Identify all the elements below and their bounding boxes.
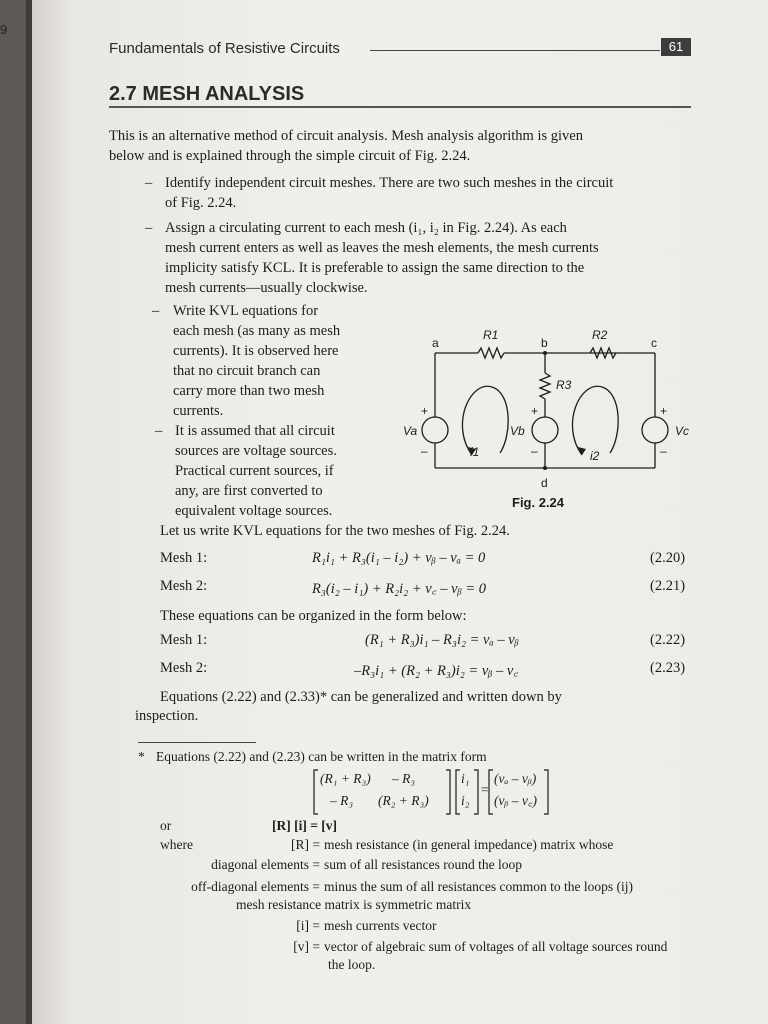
matrix-r-element: – R₃ (392, 771, 416, 786)
equation-label: Mesh 2: (160, 578, 208, 594)
organize-text: These equations can be organized in the form below: (160, 608, 467, 624)
plus-sign: + (660, 404, 668, 418)
section-title: 2.7 MESH ANALYSIS (109, 83, 305, 105)
bullet-line: of Fig. 2.24. (165, 195, 237, 211)
definition-term: diagonal elements = (211, 857, 320, 872)
label-i2: i2 (590, 449, 600, 463)
equation-number: (2.20) (650, 550, 686, 566)
bullet-line: Assign a circulating current to each mesh (i₁, i₂ in Fig. 2.24). As each (165, 220, 567, 236)
node-dot (543, 351, 547, 355)
bullet-dash: – (155, 423, 163, 439)
circuit-diagram (390, 325, 710, 520)
vector-v-element: (vₐ – vᵦ) (494, 771, 537, 786)
minus-sign: – (531, 444, 538, 458)
bullet-line: that no circuit branch can (173, 363, 321, 379)
voltage-source-va (422, 417, 448, 443)
vector-v-element: (vᵦ – v꜀) (494, 793, 537, 808)
where-label: where (160, 837, 193, 852)
equation-label: Mesh 1: (160, 632, 208, 648)
kvl-intro: Let us write KVL equations for the two meshes of Fig. 2.24. (160, 523, 510, 539)
definition-term: [R] = (291, 837, 320, 852)
node-label-d: d (541, 476, 548, 490)
equation-number: (2.23) (650, 660, 686, 676)
bullet-dash: – (145, 220, 153, 236)
generalize-line: Equations (2.22) and (2.33)* can be generalized and written down by (160, 689, 562, 705)
footnote-star: * (138, 749, 145, 764)
bullet-line: mesh currents—usually clockwise. (165, 280, 368, 296)
bullet-line: any, are first converted to (175, 483, 323, 499)
page-number: 61 (661, 38, 691, 56)
matrix-r-element: – R₃ (330, 793, 354, 808)
node-label-c: c (651, 336, 657, 350)
label-i1: i1 (470, 445, 480, 459)
bullet-line: each mesh (as many as mesh (173, 323, 341, 339)
bullet-line: carry more than two mesh (173, 383, 325, 399)
equation-number: (2.22) (650, 632, 686, 648)
bullet-line: implicity satisfy KCL. It is preferable to assign the same direction to the (165, 260, 585, 276)
vector-i-element: i₁ (461, 771, 470, 786)
equation: R₁i₁ + R₃(i₁ – i₂) + vᵦ – vₐ = 0 (312, 550, 486, 566)
bullet-line: sources are voltage sources. (175, 443, 337, 459)
bullet-line: mesh current enters as well as leaves the mesh elements, the mesh currents (165, 240, 599, 256)
definition-desc: vector of algebraic sum of voltages of all voltage sources round (324, 939, 668, 954)
equation-number: (2.21) (650, 578, 686, 594)
equation-label: Mesh 1: (160, 550, 208, 566)
minus-sign: – (421, 444, 428, 458)
intro-line: This is an alternative method of circuit analysis. Mesh analysis algorithm is given (109, 128, 583, 144)
bullet-line: Identify independent circuit meshes. There are two such meshes in the circuit (165, 175, 614, 191)
plus-sign: + (421, 404, 429, 418)
bullet-line: equivalent voltage sources. (175, 503, 333, 519)
voltage-source-vc (642, 417, 668, 443)
definition-term: [i] = (296, 918, 320, 933)
plus-sign: + (531, 404, 539, 418)
bullet-item (165, 218, 599, 298)
matrix-r-element: (R₁ + R₃) (320, 771, 371, 786)
label-r3: R3 (556, 378, 572, 392)
definition-desc: mesh currents vector (324, 918, 437, 933)
corner-number: 9 (0, 22, 8, 37)
resistor-r3 (540, 373, 550, 399)
bullet-item (165, 173, 613, 213)
equation-label: Mesh 2: (160, 660, 208, 676)
voltage-source-vb (532, 417, 558, 443)
bullet-line: currents. (173, 403, 224, 419)
equation: R₃(i₂ – i₁) + R₂i₂ + v꜀ – vᵦ = 0 (312, 581, 487, 597)
generalize-line: inspection. (135, 708, 199, 724)
bullet-line: Practical current sources, if (175, 463, 334, 479)
label-vc: Vc (675, 424, 690, 438)
running-title: Fundamentals of Resistive Circuits (109, 40, 340, 57)
bullet-item (175, 421, 337, 521)
equation: –R₃i₁ + (R₂ + R₃)i₂ = vᵦ – v꜀ (354, 663, 519, 679)
bullet-item (173, 301, 340, 421)
definition-desc: the loop. (328, 957, 376, 972)
node-dot (543, 466, 547, 470)
matrix-r-element: (R₂ + R₃) (378, 793, 429, 808)
definition-desc: mesh resistance matrix is symmetric matrix (236, 897, 472, 912)
footnote-intro: Equations (2.22) and (2.23) can be written in the matrix form (156, 749, 487, 764)
label-r2: R2 (592, 328, 608, 342)
intro-line: below and is explained through the simple circuit of Fig. 2.24. (109, 148, 471, 164)
bullet-dash: – (145, 175, 153, 191)
definition-desc: mesh resistance (in general impedance) matrix whose (324, 837, 614, 852)
vector-i-element: i₂ (461, 793, 470, 808)
section-rule (109, 106, 691, 108)
definition-term: [v] = (293, 939, 320, 954)
node-label-b: b (541, 336, 548, 350)
definition-desc: sum of all resistances round the loop (324, 857, 522, 872)
node-label-a: a (432, 336, 439, 350)
matrix-short-form: [R] [i] = [v] (272, 818, 338, 833)
bullet-dash: – (152, 303, 160, 319)
intro-paragraph (109, 126, 583, 166)
definition-desc: minus the sum of all resistances common to the loops (ij) (324, 879, 633, 894)
label-va: Va (403, 424, 418, 438)
book-spine (26, 0, 32, 1024)
or-label: or (160, 818, 172, 833)
resistor-r1 (478, 348, 504, 358)
figure-caption: Fig. 2.24 (512, 495, 565, 510)
label-vb: Vb (510, 424, 525, 438)
equation: (R₁ + R₃)i₁ – R₃i₂ = vₐ – vᵦ (365, 632, 519, 648)
definition-term: off-diagonal elements = (191, 879, 320, 894)
header-rule (370, 50, 660, 51)
bullet-line: Write KVL equations for (173, 303, 319, 319)
footnote-rule (138, 742, 256, 743)
bullet-line: It is assumed that all circuit (175, 423, 335, 439)
label-r1: R1 (483, 328, 499, 342)
matrix-equals: = (481, 782, 489, 797)
bullet-line: currents). It is observed here (173, 343, 339, 359)
minus-sign: – (660, 444, 667, 458)
mesh-current-arc-i2 (572, 386, 618, 455)
